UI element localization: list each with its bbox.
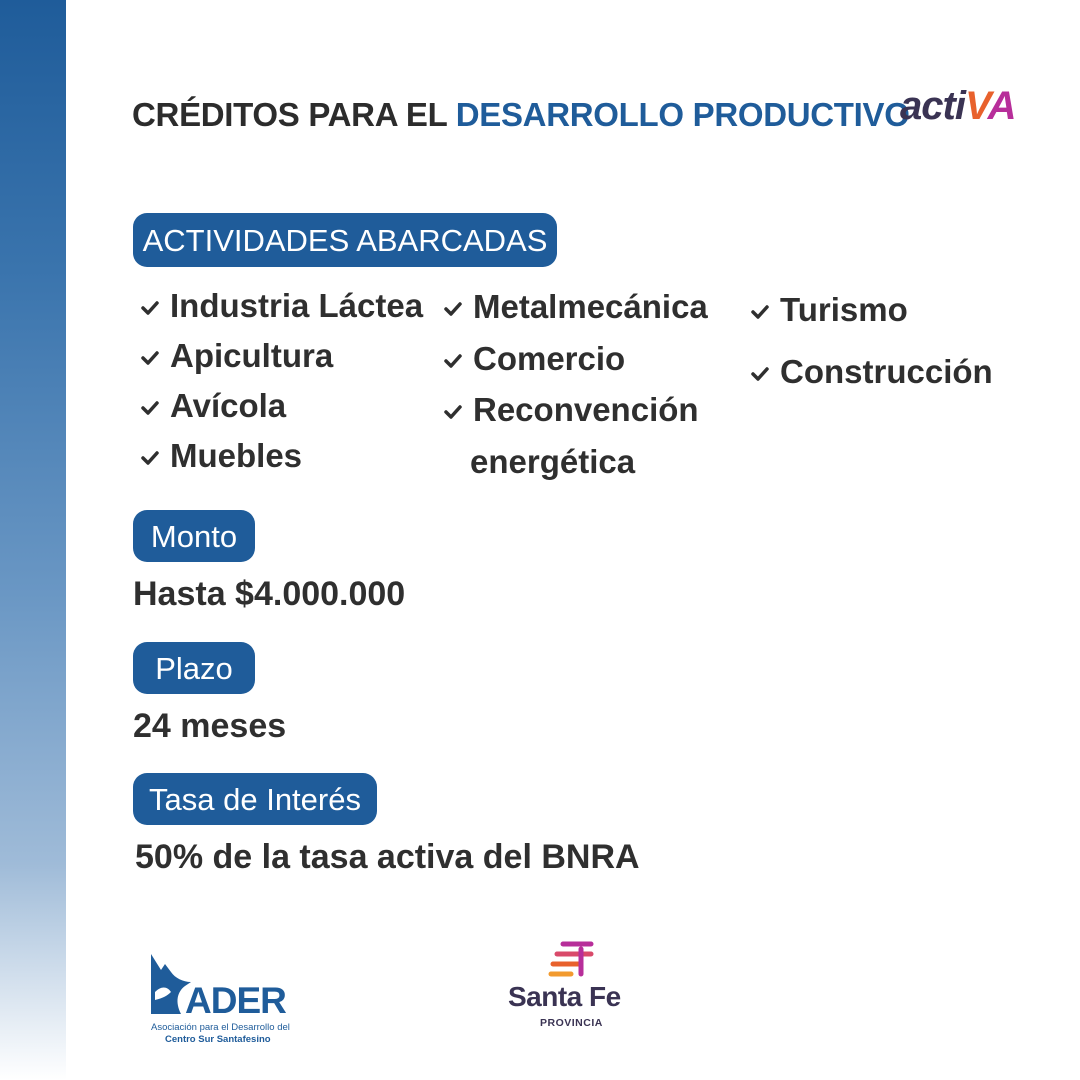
activa-logo	[900, 84, 1016, 129]
activity-item	[140, 439, 302, 472]
activity-label: Metalmecánica	[473, 288, 708, 325]
check-icon	[140, 398, 160, 418]
activity-item	[443, 290, 708, 323]
activity-item	[750, 355, 993, 388]
check-icon	[140, 448, 160, 468]
plazo-label: Plazo	[133, 642, 255, 694]
santafe-flag-icon	[547, 941, 595, 979]
santafe-subtitle: PROVINCIA	[540, 1017, 603, 1029]
activity-label: Avícola	[170, 387, 287, 424]
ader-subtitle-line1: Asociación para el Desarrollo del	[151, 1022, 290, 1033]
activity-item	[140, 289, 423, 322]
check-icon	[750, 302, 770, 322]
activity-item	[750, 293, 908, 326]
activity-label-continuation: energética	[470, 443, 636, 480]
activity-item	[443, 342, 625, 375]
plazo-value: 24 meses	[133, 707, 287, 745]
title-regular: CRÉDITOS PARA EL	[132, 96, 456, 133]
title-bold: DESARROLLO PRODUCTIVO	[455, 96, 910, 133]
monto-value: Hasta $4.000.000	[133, 575, 406, 613]
activity-label: Muebles	[170, 437, 303, 474]
santafe-name: Santa Fe	[508, 981, 621, 1012]
check-icon	[443, 402, 463, 422]
activities-heading: ACTIVIDADES ABARCADAS	[133, 213, 557, 267]
activity-label: Industria Láctea	[170, 287, 424, 324]
activa-logo-part3: A	[987, 84, 1016, 128]
tasa-label: Tasa de Interés	[133, 773, 377, 825]
check-icon	[443, 351, 463, 371]
activity-item	[443, 393, 699, 426]
santafe-logo	[495, 935, 655, 1045]
ader-subtitle-line2: Centro Sur Santafesino	[165, 1034, 271, 1045]
activa-logo-part1: acti	[900, 84, 965, 128]
check-icon	[140, 298, 160, 318]
activity-label: Turismo	[780, 291, 908, 328]
activity-item	[140, 339, 333, 372]
tasa-value: 50% de la tasa activa del BNRA	[135, 838, 640, 876]
check-icon	[750, 364, 770, 384]
page-title	[132, 96, 910, 134]
check-icon	[443, 299, 463, 319]
check-icon	[140, 348, 160, 368]
ader-name: ADER	[185, 980, 286, 1021]
activa-logo-part2: V	[964, 84, 988, 128]
monto-label: Monto	[133, 510, 255, 562]
activity-label: Reconvención	[473, 391, 699, 428]
ader-logo	[145, 950, 305, 1045]
activity-label: Comercio	[473, 340, 626, 377]
activity-label: Construcción	[780, 353, 993, 390]
activity-label: Apicultura	[170, 337, 334, 374]
side-gradient-bar	[0, 0, 66, 1080]
activity-item	[140, 389, 286, 422]
